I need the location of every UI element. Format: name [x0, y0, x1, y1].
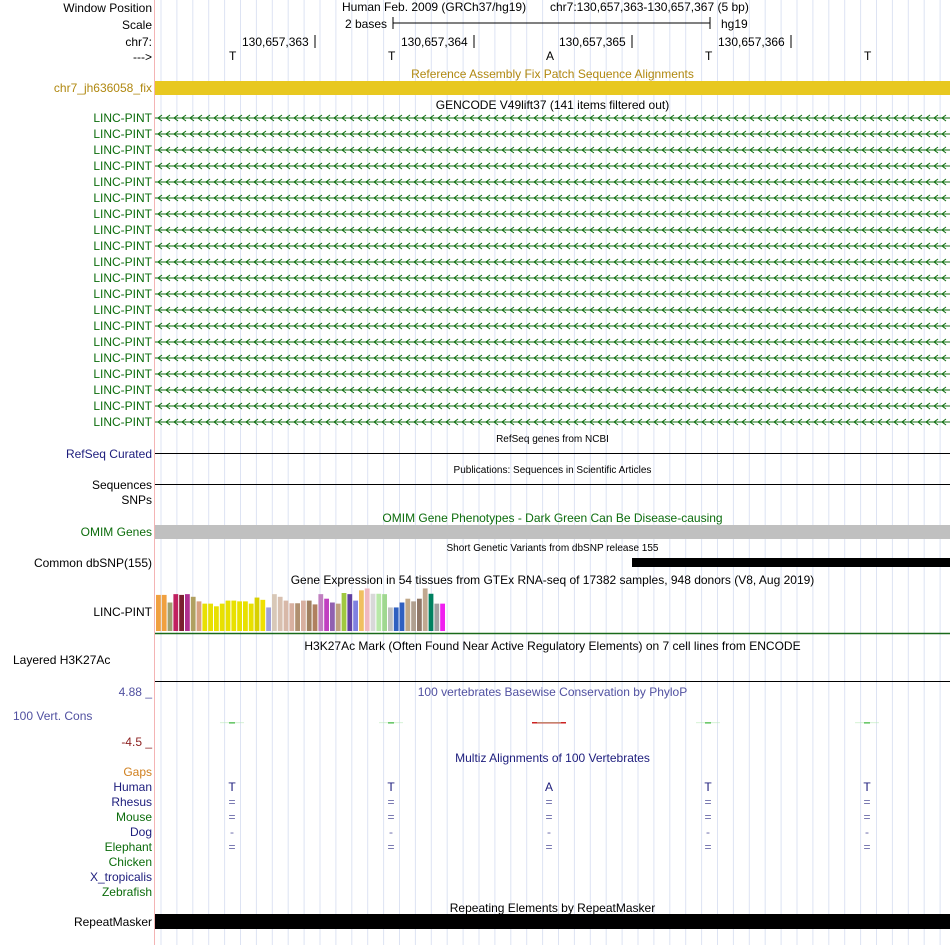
gtex-tissue-bar — [185, 594, 190, 631]
multiz-base: = — [545, 795, 553, 809]
multiz-base: = — [387, 840, 395, 854]
gtex-tissue-bar — [179, 595, 184, 631]
multiz-species-label[interactable]: Human — [113, 780, 152, 794]
gtex-tissue-bar — [313, 604, 318, 631]
multiz-base: T — [387, 780, 395, 794]
gtex-tissue-bar — [249, 604, 254, 631]
gtex-tissue-bar — [197, 601, 202, 631]
gencode-transcript-label[interactable]: LINC-PINT — [93, 383, 152, 397]
gtex-tissue-bar — [284, 601, 289, 631]
conservation-shadow — [696, 723, 720, 724]
conservation-shadow — [379, 723, 403, 724]
gtex-tissue-bar — [347, 594, 352, 631]
multiz-base: T — [704, 780, 712, 794]
gencode-transcript-label[interactable]: LINC-PINT — [93, 223, 152, 237]
multiz-base: - — [547, 825, 551, 839]
gtex-tissue-bar — [278, 597, 283, 631]
gtex-tissue-bar — [168, 603, 173, 632]
gencode-transcript-label[interactable]: LINC-PINT — [93, 399, 152, 413]
multiz-species-label[interactable]: Chicken — [108, 855, 152, 869]
gtex-tissue-bar — [400, 603, 405, 632]
gtex-tissue-bar — [243, 601, 248, 631]
gtex-tissue-bar — [272, 594, 277, 631]
gtex-tissue-bar — [255, 598, 260, 631]
assembly-title: Human Feb. 2009 (GRCh37/hg19) — [342, 0, 527, 14]
multiz-base: = — [387, 795, 395, 809]
multiz-base: = — [863, 810, 871, 824]
gtex-tissue-bar — [214, 606, 219, 631]
coordinate-label: 130,657,364 — [401, 35, 468, 49]
conservation-track-title[interactable]: 100 vertebrates Basewise Conservation by PhyloP — [417, 685, 688, 699]
base-letter: A — [546, 49, 555, 63]
fix-patch-label[interactable]: chr7_jh636058_fix — [53, 81, 152, 95]
gtex-tissue-bar — [260, 600, 265, 631]
gtex-tissue-bar — [336, 604, 341, 631]
gencode-transcript-label[interactable]: LINC-PINT — [93, 159, 152, 173]
multiz-species-label[interactable]: Mouse — [115, 810, 152, 824]
common-dbsnp-label[interactable]: Common dbSNP(155) — [33, 556, 152, 570]
chrom-label: chr7: — [125, 35, 152, 49]
gtex-tissue-bar — [289, 603, 294, 631]
db-label: hg19 — [721, 17, 748, 31]
fix-patch-track-title[interactable]: Reference Assembly Fix Patch Sequence Alignments — [411, 67, 694, 81]
multiz-base: - — [706, 825, 710, 839]
strand-label: ---> — [133, 50, 152, 64]
multiz-species-label[interactable]: Zebrafish — [101, 885, 152, 899]
gencode-transcript-label[interactable]: LINC-PINT — [93, 127, 152, 141]
conservation-shadow — [855, 723, 879, 724]
window-position-label: Window Position — [63, 1, 152, 15]
multiz-base: = — [704, 840, 712, 854]
multiz-base: = — [863, 795, 871, 809]
omim-track-title[interactable]: OMIM Gene Phenotypes - Dark Green Can Be Disease-causing — [382, 511, 723, 525]
multiz-base: = — [704, 810, 712, 824]
gencode-transcript-label[interactable]: LINC-PINT — [93, 415, 152, 429]
multiz-base: A — [544, 780, 553, 794]
gencode-transcript-label[interactable]: LINC-PINT — [93, 335, 152, 349]
gtex-gene-label[interactable]: LINC-PINT — [93, 605, 152, 619]
gtex-tissue-bar — [295, 603, 300, 631]
gtex-tissue-bar — [411, 601, 416, 631]
multiz-base: - — [230, 825, 234, 839]
coordinate-label: 130,657,363 — [242, 35, 309, 49]
multiz-base: = — [228, 840, 236, 854]
gtex-tissue-bar — [371, 594, 376, 631]
base-letter: T — [864, 49, 872, 63]
gtex-tissue-bar — [330, 603, 335, 632]
refseq-track-title[interactable]: RefSeq genes from NCBI — [496, 434, 609, 445]
gtex-tissue-bar — [359, 590, 364, 631]
gencode-transcript-label[interactable]: LINC-PINT — [93, 239, 152, 253]
gtex-tissue-bar — [173, 594, 178, 631]
conservation-min-label: -4.5 _ — [121, 735, 152, 749]
gtex-tissue-bar — [353, 601, 358, 631]
gtex-tissue-bar — [237, 601, 242, 631]
gtex-tissue-bar — [365, 588, 370, 631]
coordinate-label: 130,657,365 — [559, 35, 626, 49]
gtex-tissue-bar — [220, 604, 225, 631]
scale-value: 2 bases — [345, 17, 388, 31]
gtex-tissue-bar — [318, 594, 323, 631]
conservation-max-label: 4.88 _ — [118, 685, 152, 699]
gtex-tissue-bar — [301, 601, 306, 631]
multiz-species-label[interactable]: Rhesus — [111, 795, 152, 809]
multiz-base: = — [704, 795, 712, 809]
layered-h3k27ac-label[interactable]: Layered H3K27Ac — [13, 653, 111, 667]
refseq-curated-label[interactable]: RefSeq Curated — [65, 447, 152, 461]
multiz-base: = — [228, 810, 236, 824]
multiz-base: T — [863, 780, 871, 794]
dbsnp-bar — [632, 558, 950, 567]
repeatmasker-label[interactable]: RepeatMasker — [73, 915, 152, 929]
omim-bar — [155, 525, 950, 539]
gencode-transcript-label[interactable]: LINC-PINT — [93, 351, 152, 365]
gaps-label[interactable]: Gaps — [123, 765, 152, 779]
multiz-track-title[interactable]: Multiz Alignments of 100 Vertebrates — [455, 751, 650, 765]
gtex-tissue-bar — [376, 594, 381, 631]
multiz-base: - — [389, 825, 393, 839]
gtex-tissue-bar — [342, 593, 347, 631]
gencode-transcript-label[interactable]: LINC-PINT — [93, 111, 152, 125]
gencode-transcript-label[interactable]: LINC-PINT — [93, 207, 152, 221]
h3k27ac-track-title[interactable]: H3K27Ac Mark (Often Found Near Active Regulatory Elements) on 7 cell lines from ENCODE — [304, 639, 801, 653]
fix-patch-bar — [155, 81, 950, 95]
multiz-species-label[interactable]: Elephant — [104, 840, 152, 854]
snps-label[interactable]: SNPs — [121, 493, 152, 507]
multiz-base: = — [387, 810, 395, 824]
gencode-track-title[interactable]: GENCODE V49lift37 (141 items filtered out) — [435, 98, 670, 112]
conservation-label[interactable]: 100 Vert. Cons — [13, 709, 93, 723]
gencode-transcript-label[interactable]: LINC-PINT — [93, 175, 152, 189]
gtex-tissue-bar — [307, 601, 312, 631]
gtex-tissue-bar — [266, 607, 271, 631]
sequences-label[interactable]: Sequences — [91, 478, 152, 492]
gtex-tissue-bar — [429, 594, 434, 631]
gencode-transcript-label[interactable]: LINC-PINT — [93, 303, 152, 317]
gtex-tissue-bar — [162, 595, 167, 631]
conservation-shadow — [537, 723, 561, 724]
gencode-transcript-label[interactable]: LINC-PINT — [93, 271, 152, 285]
multiz-base: = — [863, 840, 871, 854]
base-letter: T — [229, 49, 237, 63]
gtex-tissue-bar — [388, 607, 393, 631]
gtex-tissue-bar — [231, 601, 236, 631]
position-readout: chr7:130,657,363-130,657,367 (5 bp) — [550, 0, 749, 14]
base-letter: T — [388, 49, 396, 63]
gencode-transcript-label[interactable]: LINC-PINT — [93, 367, 152, 381]
publications-track-title[interactable]: Publications: Sequences in Scientific Articles — [453, 465, 652, 476]
gencode-transcript-label[interactable]: LINC-PINT — [93, 287, 152, 301]
multiz-base: T — [228, 780, 236, 794]
gtex-tissue-bar — [382, 594, 387, 631]
gtex-tissue-bar — [191, 597, 196, 631]
gtex-tissue-bar — [434, 604, 439, 631]
gtex-tissue-bar — [324, 599, 329, 631]
repeatmasker-bar — [155, 914, 950, 929]
gencode-transcript-label[interactable]: LINC-PINT — [93, 319, 152, 333]
gtex-tissue-bar — [226, 601, 231, 631]
dbsnp-track-title[interactable]: Short Genetic Variants from dbSNP release 155 — [446, 543, 659, 554]
repeatmasker-track-title[interactable]: Repeating Elements by RepeatMasker — [449, 901, 656, 915]
multiz-base: = — [228, 795, 236, 809]
gencode-transcript-label[interactable]: LINC-PINT — [93, 191, 152, 205]
base-letter: T — [705, 49, 713, 63]
gencode-transcript-label[interactable]: LINC-PINT — [93, 143, 152, 157]
multiz-base: = — [545, 840, 553, 854]
coordinate-label: 130,657,366 — [718, 35, 785, 49]
gencode-transcript-label[interactable]: LINC-PINT — [93, 255, 152, 269]
gtex-tissue-bar — [202, 604, 207, 631]
multiz-base: = — [545, 810, 553, 824]
gtex-tissue-bar — [417, 599, 422, 631]
multiz-base: - — [865, 825, 869, 839]
multiz-species-label[interactable]: X_tropicalis — [89, 870, 152, 884]
omim-genes-label[interactable]: OMIM Genes — [80, 525, 152, 539]
gtex-tissue-bar — [208, 604, 213, 631]
scale-label: Scale — [121, 18, 152, 32]
conservation-shadow — [220, 723, 244, 724]
gtex-track-title[interactable]: Gene Expression in 54 tissues from GTEx RNA-seq of 17382 samples, 948 donors (V8, Aug 2019) — [290, 573, 815, 587]
gtex-tissue-bar — [423, 588, 428, 631]
multiz-species-label[interactable]: Dog — [129, 825, 152, 839]
gtex-tissue-bar — [440, 604, 445, 631]
gtex-tissue-bar — [405, 599, 410, 631]
gtex-tissue-bar — [156, 595, 161, 631]
gtex-tissue-bar — [394, 607, 399, 631]
